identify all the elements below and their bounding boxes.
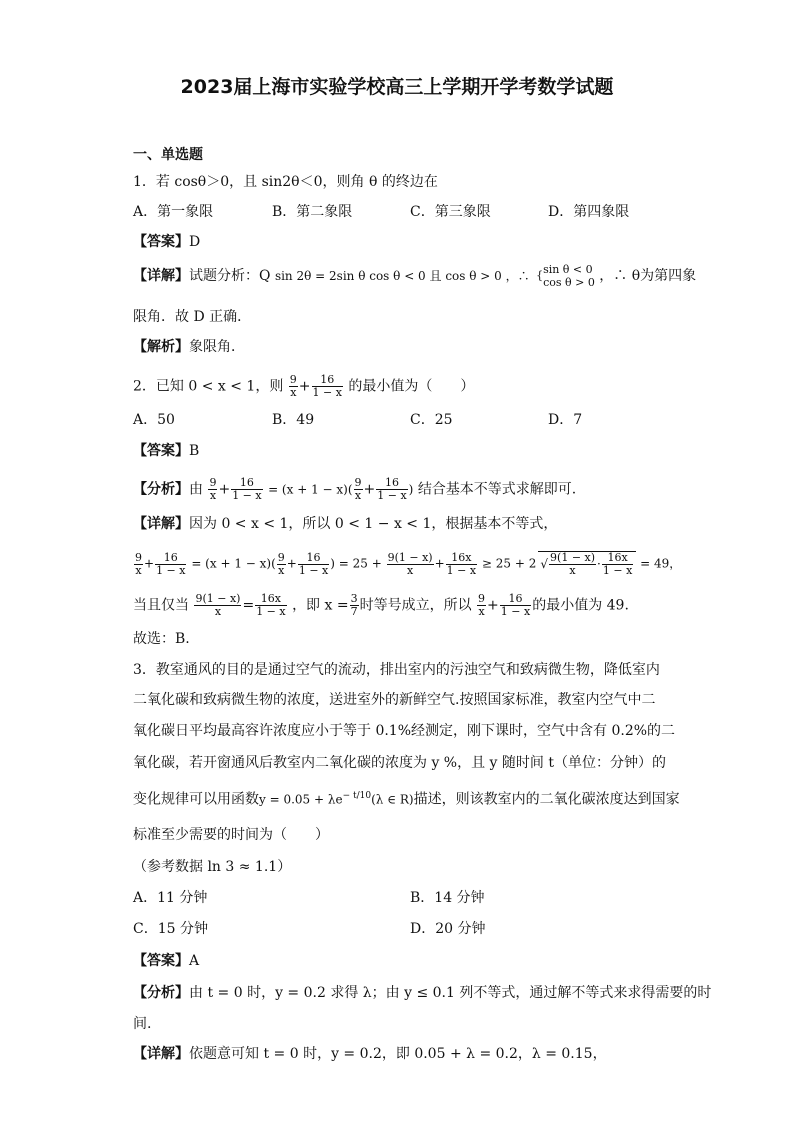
q1-answer — [133, 233, 200, 251]
q3-line5-post: 描述，则该教室内的二氧化碳浓度达到国家 — [413, 791, 680, 808]
q2-detail2-ge: ≥ 25 + 2 — [481, 556, 537, 571]
q3-line6: 标准至少需要的时间为（ ） — [133, 827, 329, 843]
q2-detail2-mid: = (x + 1 − x)( — [191, 556, 276, 571]
q3-formula-cond: (λ ∈ R) — [371, 792, 414, 807]
q3-answer-value: A — [189, 953, 200, 969]
answer-tag: 【答案】 — [133, 234, 189, 250]
q2-answer — [133, 442, 199, 460]
q3-option-b: B．14 分钟 — [410, 890, 485, 906]
q1-option-b: B．第二象限 — [272, 204, 353, 220]
q2-detail3-pre: 当且仅当 — [133, 597, 189, 614]
q2-choose: 故选：B. — [133, 631, 190, 647]
q3-reference: （参考数据 ln 3 ≈ 1.1） — [133, 859, 292, 875]
q1-detail-mid: sin 2θ = 2sin θ cos θ < 0 且 cos θ > 0 ，∴ — [274, 269, 530, 283]
q2-answer-value: B — [189, 443, 200, 459]
q3-option-d: D．20 分钟 — [410, 921, 486, 937]
q3-analysis — [133, 984, 711, 1002]
q3-line5-pre: 变化规律可以用函数 — [133, 791, 259, 808]
q2-detail3-post: 的最小值为 49. — [532, 597, 629, 614]
q2-stem-pre: 2．已知 0 < x < 1，则 — [133, 378, 284, 395]
analysis-tag: 【分析】 — [133, 481, 189, 498]
q3-option-a: A．11 分钟 — [133, 890, 208, 906]
q2-detail3-mid2: 时等号成立，所以 — [359, 597, 472, 614]
answer-tag: 【答案】 — [133, 443, 189, 459]
q1-brace-bottom: cos θ > 0 — [543, 276, 595, 289]
q2-detail2: $\frac{9}{x}$ + $\frac{16}{1 - x}$ = (x + 1 − x)( $\frac{9}{x}$ + $\frac{16}{1 - x}$ ) = 25 + $\frac{9(1 - x)}{x}$ + $\frac{16x}{1 - x}$ ≥ 25 + 2 √ $\frac{9(1 - x)}{x}$ · $\frac{16x}{1 - x}$ = 49， — [135, 550, 682, 577]
q2-analysis: 【分析】由 $\frac{9}{x}$ + $\frac{16}{1 - x}$ = (x + 1 − x)( $\frac{9}{x}$ + $\frac{16}{1 - x}$ ) 结合基本不等式求解即可. — [133, 476, 577, 502]
q2-option-b: B．49 — [272, 412, 315, 428]
section-heading: 一、单选题 — [133, 147, 203, 163]
detail-tag: 【详解】 — [133, 516, 189, 532]
q1-parse — [133, 338, 245, 356]
q3-analysis-text: 由 t = 0 时，y = 0.2 求得 λ；由 y ≤ 0.1 列不等式，通过解不等式来求得需要的时 — [189, 985, 712, 1001]
sqrt-symbol: √ $\frac{9(1 - x)}{x}$ · $\frac{16x}{1 - x}$ — [538, 551, 636, 577]
q1-option-c: C．第三象限 — [410, 204, 491, 220]
answer-tag: 【答案】 — [133, 953, 189, 969]
q2-detail2-eq1: ) = 25 + — [330, 556, 382, 571]
q1-stem: 1．若 cosθ＞0，且 sin2θ＜0，则角 θ 的终边在 — [133, 174, 438, 190]
q3-line5 — [133, 787, 680, 809]
q2-analysis-pre: 由 — [189, 481, 203, 498]
q2-detail3-mid: ，即 x = — [292, 597, 349, 614]
q1-detail-post: ，∴ θ为第四象 — [599, 268, 697, 284]
q2-detail1 — [133, 515, 557, 533]
q3-line1: 3．教室通风的目的是通过空气的流动，排出室内的污浊空气和致病微生物，降低室内 — [133, 662, 660, 678]
parse-tag: 【解析】 — [133, 339, 189, 355]
page-title: 2023届上海市实验学校高三上学期开学考数学试题 — [180, 76, 614, 98]
q1-brace-top: sin θ < 0 — [543, 263, 593, 276]
q1-option-a: A．第一象限 — [133, 204, 214, 220]
q2-stem-post: 的最小值为（ ） — [348, 378, 475, 395]
q2-detail1-text: 因为 0 < x < 1，所以 0 < 1 − x < 1，根据基本不等式， — [189, 516, 558, 532]
q3-formula-exp: − t/10 — [342, 791, 372, 801]
q3-detail — [133, 1045, 607, 1063]
q2-option-a: A．50 — [133, 412, 175, 428]
q3-formula: y = 0.05 + λe — [259, 792, 343, 807]
q1-detail — [133, 263, 696, 289]
q2-detail2-end: = 49， — [640, 556, 682, 571]
q3-line4: 氧化碳，若开窗通风后教室内二氧化碳的浓度为 y %，且 y 随时间 t（单位：分钟）的 — [133, 755, 666, 771]
q3-analysis-line2: 间. — [133, 1016, 152, 1032]
q3-option-c: C．15 分钟 — [133, 921, 208, 937]
analysis-tag: 【分析】 — [133, 985, 189, 1001]
fraction: $\frac{16}{1 - x}$ — [312, 373, 342, 399]
q2-analysis-post: 结合基本不等式求解即可. — [417, 481, 577, 498]
q3-answer — [133, 952, 199, 970]
q3-detail-text: 依题意可知 t = 0 时，y = 0.2，即 0.05 + λ = 0.2，λ = 0.15， — [189, 1046, 607, 1062]
q2-option-c: C．25 — [410, 412, 453, 428]
q1-detail-line2: 限角．故 D 正确． — [133, 309, 252, 325]
detail-tag: 【详解】 — [133, 268, 189, 284]
q1-parse-text: 象限角． — [189, 339, 245, 355]
q3-line3: 氧化碳日平均最高容许浓度应小于等于 0.1%经测定，刚下课时，空气中含有 0.2%的二 — [133, 723, 676, 739]
detail-tag: 【详解】 — [133, 1046, 189, 1062]
q1-option-d: D．第四象限 — [548, 204, 630, 220]
q2-detail3: 当且仅当 $\frac{9(1 - x)}{x}$ = $\frac{16x}{1 - x}$ ，即 x = $\frac{3}{7}$ 时等号成立，所以 $\frac{9}{x}$ + $\frac{16}{1 - x}$ 的最小值为 49. — [133, 592, 629, 618]
q1-brace-system: { sin θ < 0 cos θ > 0 — [536, 263, 595, 289]
fraction: $\frac{9}{x}$ — [289, 373, 297, 399]
q1-answer-value: D — [189, 234, 201, 250]
q3-line2: 二氧化碳和致病微生物的浓度，送进室外的新鲜空气.按照国家标准，教室内空气中二 — [133, 692, 656, 708]
q2-stem: 2．已知 0 < x < 1，则 $\frac{9}{x}$ + $\frac{16}{1 - x}$ 的最小值为（ ） — [133, 373, 475, 399]
q1-detail-pre: 试题分析：Q — [189, 268, 271, 284]
q2-option-d: D．7 — [548, 412, 583, 428]
